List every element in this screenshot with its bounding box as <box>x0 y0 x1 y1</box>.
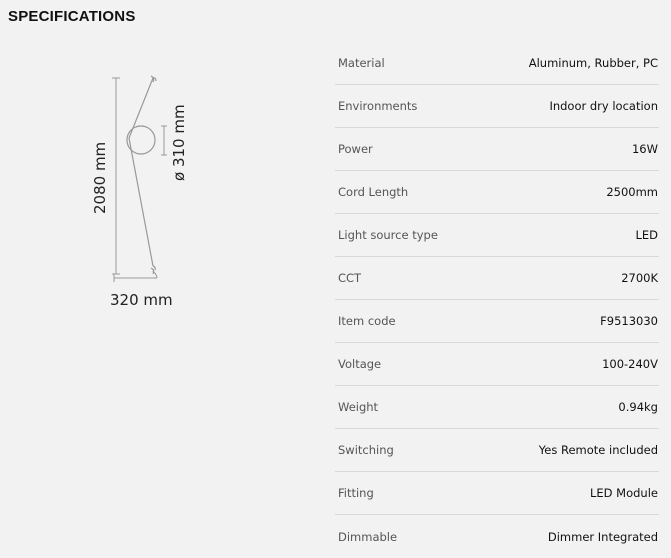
spec-value: F9513030 <box>600 314 658 328</box>
width-dimension-label: 320 mm <box>110 291 173 309</box>
spec-value: 2700K <box>621 271 658 285</box>
spec-value: 16W <box>631 142 658 156</box>
lamp-dimension-drawing <box>85 68 205 313</box>
spec-label: Cord Length <box>338 185 409 199</box>
spec-value: 2500mm <box>606 185 658 199</box>
spec-row-switching <box>335 429 659 472</box>
spec-row-fitting <box>335 472 659 515</box>
spec-row-light-source-type <box>335 214 659 257</box>
spec-value: Indoor dry location <box>549 99 658 113</box>
lamp-outline <box>127 76 156 274</box>
spec-label: Switching <box>338 443 394 457</box>
spec-value: Aluminum, Rubber, PC <box>528 56 658 70</box>
specifications-table <box>335 42 659 558</box>
spec-label: Environments <box>338 99 418 113</box>
spec-row-cord-length <box>335 171 659 214</box>
spec-row-voltage <box>335 343 659 386</box>
width-dimension-line <box>114 271 157 282</box>
diameter-dimension-line <box>161 126 167 155</box>
spec-row-cct <box>335 257 659 300</box>
spec-value: 0.94kg <box>618 400 658 414</box>
spec-value: 100-240V <box>602 357 658 371</box>
spec-value: LED Module <box>589 486 658 500</box>
spec-label: Fitting <box>338 486 374 500</box>
diameter-dimension-label: ø 310 mm <box>170 104 188 181</box>
spec-value: LED <box>635 228 658 242</box>
spec-value: Dimmer Integrated <box>547 529 658 544</box>
spec-row-material <box>335 42 659 85</box>
spec-label: Item code <box>338 314 396 328</box>
spec-row-environments <box>335 85 659 128</box>
spec-label: Light source type <box>338 228 438 242</box>
spec-label: Weight <box>338 400 379 414</box>
spec-row-item-code <box>335 300 659 343</box>
section-title: SPECIFICATIONS <box>8 8 136 25</box>
spec-value: Yes Remote included <box>538 443 658 457</box>
spec-row-power <box>335 128 659 171</box>
spec-label: Voltage <box>338 357 382 371</box>
spec-label: Material <box>338 56 385 70</box>
spec-label: CCT <box>338 271 362 285</box>
height-dimension-label: 2080 mm <box>91 141 109 214</box>
spec-label: Dimmable <box>338 529 398 544</box>
spec-row-dimmable <box>335 515 659 558</box>
spec-label: Power <box>338 142 373 156</box>
spec-row-weight <box>335 386 659 429</box>
height-dimension-line <box>112 78 120 274</box>
